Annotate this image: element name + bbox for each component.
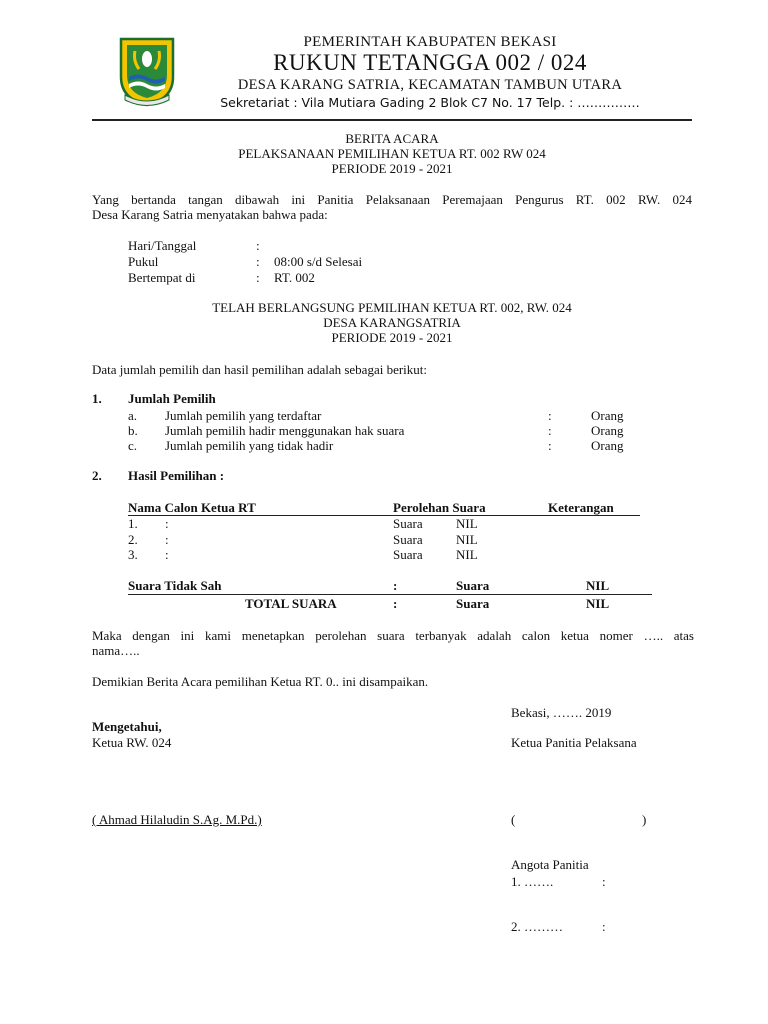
item-unit: Orang [591,408,624,423]
row-colon: : [165,516,169,531]
total-rule [128,594,652,595]
section-2-number: 2. [92,468,102,483]
row-number: 3. [128,547,138,562]
committee-member: 1. ……. [511,874,554,889]
item-text: Jumlah pemilih yang terdaftar [165,408,322,423]
total-votes-value: NIL [586,596,610,611]
col-header-name: Nama Calon Ketua RT [128,500,256,515]
doc-period: PERIODE 2019 - 2021 [331,161,453,176]
item-colon: : [548,408,552,423]
detail-value: RT. 002 [274,270,315,285]
row-label: Suara [393,532,423,547]
village-district: DESA KARANG SATRIA, KECAMATAN TAMBUN UTARA [237,77,623,93]
item-colon: : [548,423,552,438]
detail-value: 08:00 s/d Selesai [274,254,363,269]
section-2-title: Hasil Pemilihan : [128,468,225,483]
item-text: Jumlah pemilih yang tidak hadir [165,438,334,453]
conclusion-line-1: Maka dengan ini kami menetapkan perolehan suara terbanyak adalah calon ketua nomer ….. atas [92,628,694,643]
row-colon: : [165,547,169,562]
committee-chair-open-paren: ( [511,812,516,827]
section-1-title: Jumlah Pemilih [128,391,216,406]
total-votes-sub: Suara [456,596,490,611]
detail-label: Pukul [128,254,159,269]
col-header-note: Keterangan [548,500,614,515]
data-intro: Data jumlah pemilih dan hasil pemilihan adalah sebagai berikut: [92,362,428,377]
item-letter: a. [128,408,138,423]
place-date: Bekasi, ……. 2019 [511,705,612,720]
invalid-votes-value: NIL [586,578,610,593]
intro-line-2: Desa Karang Satria menyatakan bahwa pada: [92,207,328,222]
doc-title: BERITA ACARA [345,131,439,146]
rw-chair-role: Ketua RW. 024 [92,735,172,750]
item-text: Jumlah pemilih hadir menggunakan hak suara [165,423,405,438]
detail-label: Hari/Tanggal [128,238,197,253]
detail-label: Bertempat di [128,270,196,285]
item-letter: b. [128,423,138,438]
letterhead-divider [92,119,692,121]
row-number: 1. [128,516,138,531]
secretariat-address: Sekretariat : Vila Mutiara Gading 2 Blok C7 No. 17 Telp. : …………… [220,95,640,110]
row-value: NIL [456,547,478,562]
detail-colon: : [256,270,260,285]
row-value: NIL [456,532,478,547]
committee-title: Angota Panitia [511,857,589,872]
rt-title: RUKUN TETANGGA 002 / 024 [273,50,587,75]
row-label: Suara [393,516,423,531]
item-unit: Orang [591,438,624,453]
item-colon: : [548,438,552,453]
regency-seal-logo [119,37,175,107]
committee-member-colon: : [602,919,606,934]
committee-chair-role: Ketua Panitia Pelaksana [511,735,637,750]
acknowledged-label: Mengetahui, [92,719,162,734]
item-unit: Orang [591,423,624,438]
col-header-votes: Perolehan Suara [393,500,486,515]
total-votes-label: TOTAL SUARA [245,596,337,611]
row-value: NIL [456,516,478,531]
row-label: Suara [393,547,423,562]
row-number: 2. [128,532,138,547]
invalid-votes-label: Suara Tidak Sah [128,578,222,593]
doc-subtitle: PELAKSANAAN PEMILIHAN KETUA RT. 002 RW 024 [238,146,546,161]
row-colon: : [165,532,169,547]
election-heading: TELAH BERLANGSUNG PEMILIHAN KETUA RT. 002, RW. 024 [212,300,572,315]
intro-line-1: Yang bertanda tangan dibawah ini Panitia Pelaksanaan Peremajaan Pengurus RT. 002 RW. 024 [92,192,692,207]
total-votes-colon: : [393,596,398,611]
election-period: PERIODE 2019 - 2021 [331,330,453,345]
section-1-number: 1. [92,391,102,406]
committee-chair-close-paren: ) [642,812,647,827]
item-letter: c. [128,438,138,453]
election-village: DESA KARANGSATRIA [323,315,461,330]
conclusion-line-2: nama….. [92,643,140,658]
closing-statement: Demikian Berita Acara pemilihan Ketua RT. 0.. ini disampaikan. [92,674,429,689]
rw-chair-name: ( Ahmad Hilaludin S.Ag. M.Pd.) [92,812,262,827]
invalid-votes-sub: Suara [456,578,490,593]
committee-member-colon: : [602,874,606,889]
detail-colon: : [256,238,260,253]
government-name: PEMERINTAH KABUPATEN BEKASI [303,34,557,50]
detail-colon: : [256,254,260,269]
committee-member: 2. ……… [511,919,563,934]
table-header-rule [128,515,640,516]
invalid-votes-colon: : [393,578,398,593]
